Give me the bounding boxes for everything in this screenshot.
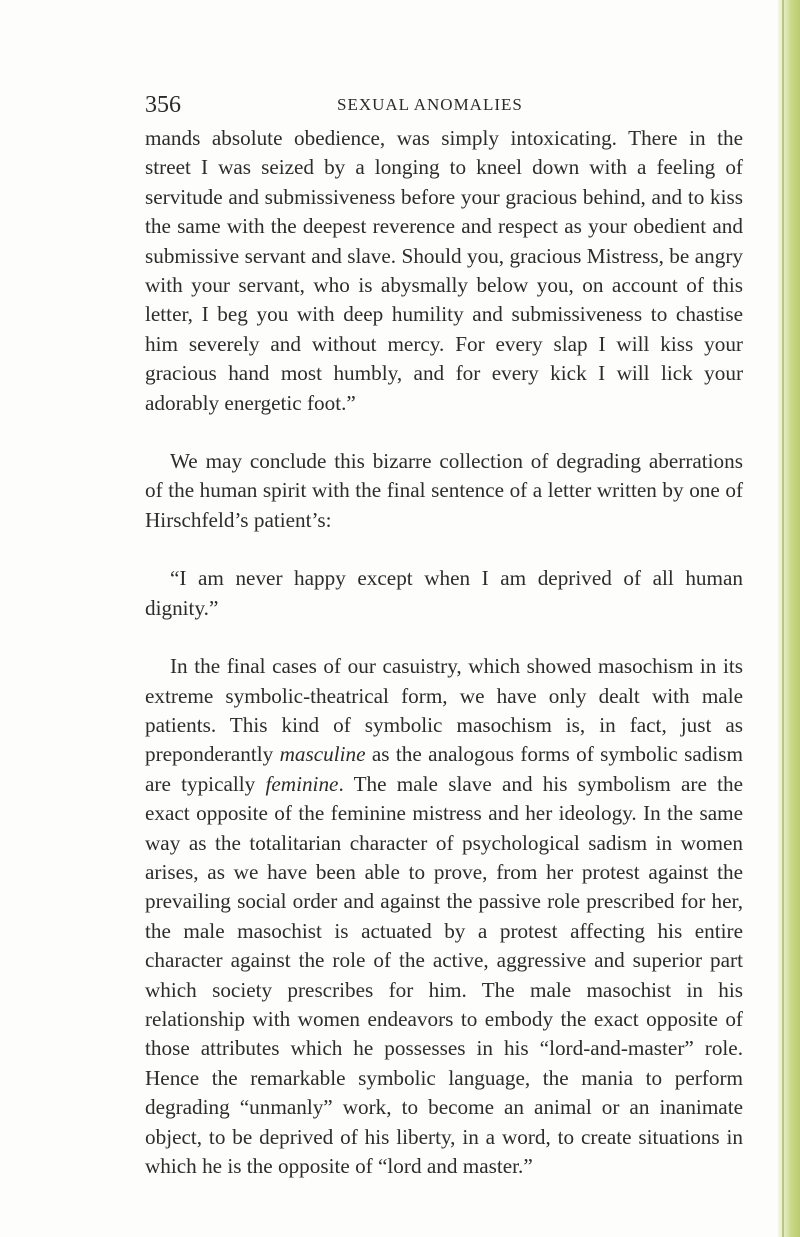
paragraph-casuistry-part-1: In the final cases of our casuistry, which showed masochism in its extreme symbolic-theatrical form, we have only dealt with male patients. This kind of symbolic masochism is, in fact, just as preponderantly [145,654,743,767]
paragraph-casuistry [145,652,743,1181]
paragraph-casuistry-part-3: . The male slave and his symbolism are the exact opposite of the feminine mistress and her ideology. In the same way as the totalitarian character of psychological sadism in women arises, as we have been able to prove, from her protest against the prevailing social order and against the passive role prescribed for her, the male masochist is actuated by a protest affecting his entire character against the role of the active, aggressive and superior part which society prescribes for him. The male masochist in his relationship with women endeavors to embody the exact opposite of those attributes which he possesses in his “lord-and-master” role. Hence the remarkable symbolic language, the mania to perform degrading “unmanly” work, to become an animal or an inanimate object, to be deprived of his liberty, in a word, to create situations in which he is the opposite of “lord and master.” [145,771,743,1178]
paragraph-quote: “I am never happy except when I am deprived of all human dignity.” [145,566,743,620]
page-header [145,92,745,122]
body-text [145,124,743,1181]
page-number: 356 [145,92,181,118]
paragraph-casuistry-part-2: as the analogous forms of symbolic sadism are typically [145,742,743,796]
page-edge-line [782,0,784,1237]
paragraph-letter-end: mands absolute obedience, was simply intoxicating. There in the street I was seized by a longing to kneel down with a feeling of servitude and submissiveness before your gracious behind, and to kiss the same with the deepest reverence and respect as your obedient and submissive servant and slave. Should you, gracious Mistress, be angry with your servant, who is abysmally below you, on account of this letter, I beg you with deep humility and submissiveness to chastise him severely and without mercy. For every slap I will kiss your gracious hand most humbly, and for every kick I will lick your adorably energetic foot.” [145,126,743,415]
running-head: SEXUAL ANOMALIES [337,95,523,114]
emphasis-masculine: masculine [279,742,366,767]
emphasis-feminine: feminine [265,771,339,796]
paragraph-conclusion: We may conclude this bizarre collection of degrading aberrations of the human spirit with the final sentence of a letter written by one of Hirschfeld’s patient’s: [145,449,743,532]
